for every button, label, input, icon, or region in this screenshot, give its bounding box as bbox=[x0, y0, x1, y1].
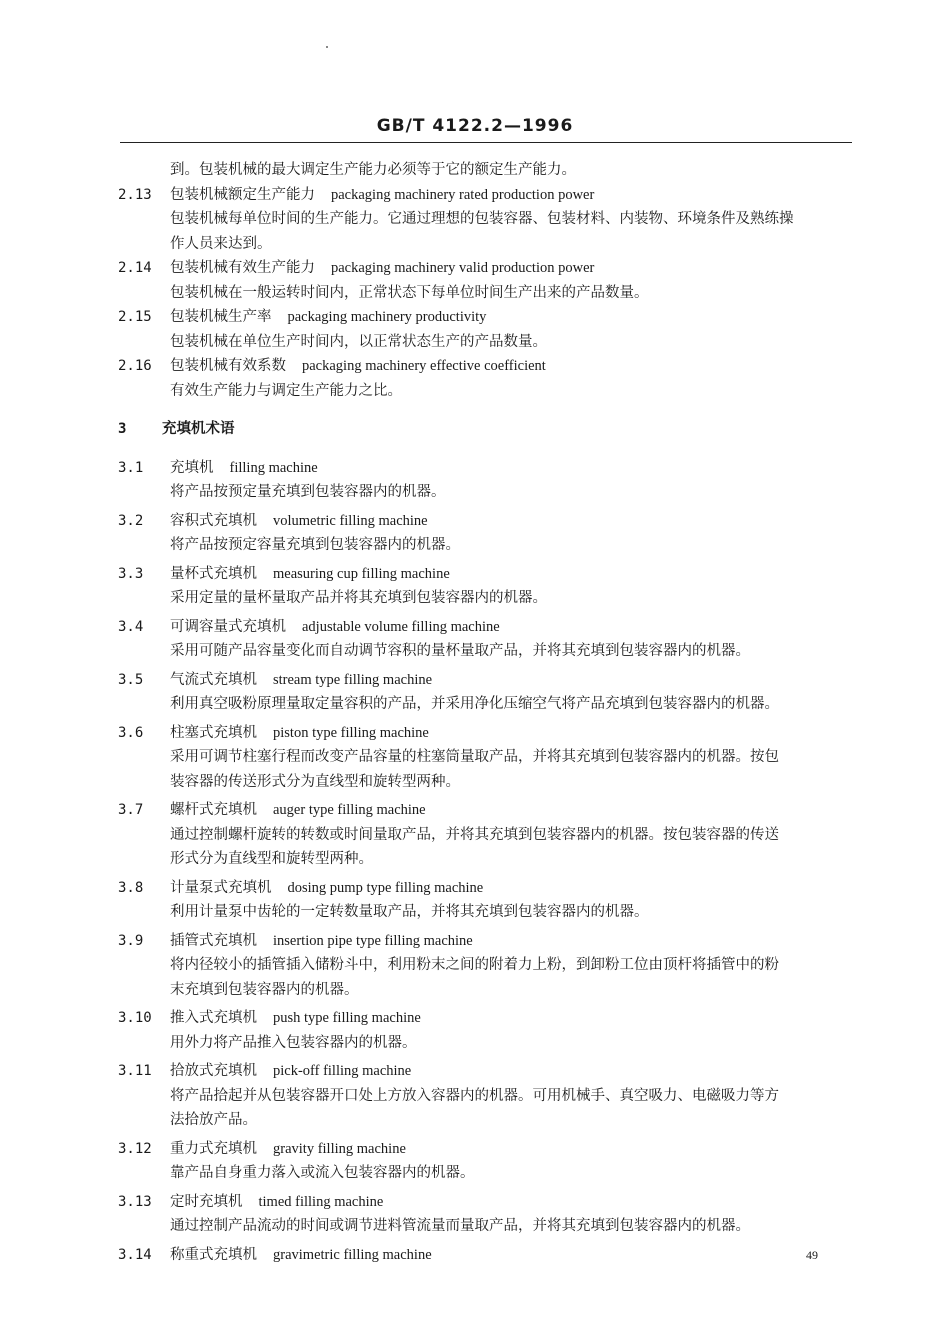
term-english: packaging machinery effective coefficient bbox=[302, 358, 546, 374]
term-entry bbox=[118, 1059, 858, 1133]
term-heading bbox=[118, 798, 858, 823]
term-entry bbox=[118, 1137, 858, 1186]
term-chinese: 包装机械生产率 bbox=[170, 309, 272, 325]
term-chinese: 柱塞式充填机 bbox=[170, 724, 257, 741]
term-definition: 利用真空吸粉原理量取定量容积的产品，并采用净化压缩空气将产品充填到包装容器内的机器。 bbox=[170, 696, 779, 712]
term-heading bbox=[118, 668, 858, 693]
term-chinese: 拾放式充填机 bbox=[170, 1063, 257, 1079]
term-heading bbox=[118, 1137, 858, 1162]
term-chinese: 螺杆式充填机 bbox=[170, 802, 257, 818]
term-definition: 靠产品自身重力落入或流入包装容器内的机器。 bbox=[170, 1165, 475, 1181]
term-english: gravimetric filling machine bbox=[273, 1246, 432, 1263]
term-english: packaging machinery productivity bbox=[287, 309, 487, 325]
term-entry bbox=[118, 456, 858, 505]
term-english: push type filling machine bbox=[273, 1010, 421, 1026]
term-entry bbox=[118, 1006, 858, 1055]
document-body bbox=[118, 158, 858, 1267]
term-entry bbox=[118, 876, 858, 925]
term-entry bbox=[118, 562, 858, 611]
term-definition: 将产品按预定容量充填到包装容器内的机器。 bbox=[170, 537, 460, 553]
term-english: dosing pump type filling machine bbox=[287, 879, 484, 896]
term-definition: 法拾放产品。 bbox=[170, 1112, 257, 1128]
term-entry bbox=[118, 615, 858, 664]
term-chinese: 可调容量式充填机 bbox=[170, 618, 286, 635]
term-english: insertion pipe type filling machine bbox=[273, 932, 473, 949]
term-english: packaging machinery rated production power bbox=[331, 186, 595, 203]
term-number: 3.4 bbox=[118, 618, 144, 635]
term-entry bbox=[118, 256, 858, 305]
term-chinese: 计量泵式充填机 bbox=[170, 879, 272, 896]
term-definition: 将内径较小的插管插入储粉斗中，利用粉末之间的附着力上粉，到卸粉工位由顶杆将插管中的粉 bbox=[170, 957, 779, 973]
term-english: pick-off filling machine bbox=[273, 1063, 412, 1079]
intro-continuation: 到。包装机械的最大调定生产能力必须等于它的额定生产能力。 bbox=[170, 162, 576, 178]
term-entry bbox=[118, 509, 858, 558]
term-chinese: 包装机械有效生产能力 bbox=[170, 260, 315, 276]
term-heading bbox=[118, 1006, 858, 1031]
term-number: 2.14 bbox=[118, 260, 152, 276]
term-definition: 包装机械在一般运转时间内，正常状态下每单位时间生产出来的产品数量。 bbox=[170, 284, 649, 301]
term-definition: 包装机械每单位时间的生产能力。它通过理想的包装容器、包装材料、内装物、环境条件及熟练操 bbox=[170, 211, 794, 227]
term-number: 3.12 bbox=[118, 1140, 152, 1157]
term-chinese: 量杯式充填机 bbox=[170, 565, 257, 582]
term-definition: 装容器的传送形式分为直线型和旋转型两种。 bbox=[170, 773, 460, 790]
term-heading bbox=[118, 256, 858, 281]
page-number: 49 bbox=[806, 1248, 818, 1262]
term-chinese: 称重式充填机 bbox=[170, 1246, 257, 1263]
term-entry bbox=[118, 929, 858, 1003]
term-definition: 作人员来达到。 bbox=[170, 235, 272, 252]
section-3-heading bbox=[118, 417, 858, 442]
header-rule bbox=[120, 142, 852, 143]
term-heading bbox=[118, 562, 858, 587]
term-heading bbox=[118, 1059, 858, 1084]
term-number: 3.3 bbox=[118, 565, 144, 582]
term-definition: 通过控制螺杆旋转的转数或时间量取产品，并将其充填到包装容器内的机器。按包装容器的传送 bbox=[170, 826, 779, 843]
term-heading bbox=[118, 456, 858, 481]
scan-speck bbox=[326, 46, 328, 48]
term-heading bbox=[118, 354, 858, 379]
term-english: gravity filling machine bbox=[273, 1140, 406, 1157]
term-definition: 采用定量的量杯量取产品并将其充填到包装容器内的机器。 bbox=[170, 590, 547, 606]
term-number: 2.13 bbox=[118, 186, 152, 203]
term-definition: 末充填到包装容器内的机器。 bbox=[170, 981, 359, 998]
term-chinese: 气流式充填机 bbox=[170, 671, 257, 688]
term-number: 3.9 bbox=[118, 932, 144, 949]
term-number: 3.1 bbox=[118, 459, 144, 476]
term-number: 3.11 bbox=[118, 1063, 152, 1079]
term-heading bbox=[118, 721, 858, 746]
term-definition: 将产品拾起并从包装容器开口处上方放入容器内的机器。可用机械手、真空吸力、电磁吸力等方 bbox=[170, 1087, 779, 1104]
term-definition: 通过控制产品流动的时间或调节进料管流量而量取产品，并将其充填到包装容器内的机器。 bbox=[170, 1218, 750, 1234]
term-entry bbox=[118, 798, 858, 872]
term-english: packaging machinery valid production power bbox=[331, 260, 595, 276]
standard-header: GB/T 4122.2—1996 bbox=[376, 116, 574, 136]
term-chinese: 充填机 bbox=[170, 459, 214, 476]
term-number: 3.6 bbox=[118, 724, 144, 741]
term-definition: 包装机械在单位生产时间内，以正常状态生产的产品数量。 bbox=[170, 333, 547, 350]
term-number: 3.14 bbox=[118, 1246, 152, 1263]
term-english: measuring cup filling machine bbox=[273, 565, 450, 582]
term-chinese: 包装机械有效系数 bbox=[170, 358, 286, 374]
term-number: 3.10 bbox=[118, 1010, 152, 1026]
term-entry bbox=[118, 1243, 858, 1268]
term-english: filling machine bbox=[229, 459, 318, 476]
term-english: timed filling machine bbox=[258, 1193, 384, 1210]
term-number: 2.16 bbox=[118, 358, 152, 374]
term-number: 3.13 bbox=[118, 1193, 152, 1210]
term-english: auger type filling machine bbox=[273, 802, 426, 818]
term-entry bbox=[118, 721, 858, 795]
section-title: 充填机术语 bbox=[162, 420, 235, 437]
term-definition: 用外力将产品推入包装容器内的机器。 bbox=[170, 1034, 417, 1051]
term-definition: 形式分为直线型和旋转型两种。 bbox=[170, 851, 373, 867]
term-number: 3.7 bbox=[118, 802, 144, 818]
term-heading bbox=[118, 929, 858, 954]
term-heading bbox=[118, 615, 858, 640]
term-heading bbox=[118, 1190, 858, 1215]
term-number: 3.2 bbox=[118, 512, 144, 529]
term-definition: 采用可调节柱塞行程而改变产品容量的柱塞筒量取产品，并将其充填到包装容器内的机器。按包 bbox=[170, 749, 779, 765]
term-chinese: 重力式充填机 bbox=[170, 1140, 257, 1157]
term-heading bbox=[118, 876, 858, 901]
term-chinese: 容积式充填机 bbox=[170, 512, 257, 529]
term-definition: 将产品按预定量充填到包装容器内的机器。 bbox=[170, 484, 446, 500]
term-entry bbox=[118, 1190, 858, 1239]
term-entry bbox=[118, 305, 858, 354]
term-heading bbox=[118, 305, 858, 330]
term-chinese: 定时充填机 bbox=[170, 1193, 243, 1210]
term-entry bbox=[118, 183, 858, 257]
term-entry bbox=[118, 668, 858, 717]
term-heading bbox=[118, 509, 858, 534]
term-english: adjustable volume filling machine bbox=[302, 618, 500, 635]
terms-section-3 bbox=[118, 456, 858, 1268]
term-entry bbox=[118, 354, 858, 403]
term-english: piston type filling machine bbox=[273, 724, 429, 741]
terms-section-2 bbox=[118, 183, 858, 404]
term-heading bbox=[118, 183, 858, 208]
term-english: stream type filling machine bbox=[273, 671, 433, 688]
term-chinese: 插管式充填机 bbox=[170, 932, 257, 949]
term-definition: 利用计量泵中齿轮的一定转数量取产品，并将其充填到包装容器内的机器。 bbox=[170, 904, 649, 920]
term-definition: 有效生产能力与调定生产能力之比。 bbox=[170, 382, 402, 399]
term-chinese: 包装机械额定生产能力 bbox=[170, 186, 315, 203]
term-number: 3.8 bbox=[118, 879, 144, 896]
term-heading bbox=[118, 1243, 858, 1268]
term-number: 3.5 bbox=[118, 671, 144, 688]
term-english: volumetric filling machine bbox=[273, 512, 428, 529]
term-number: 2.15 bbox=[118, 309, 152, 325]
term-definition: 采用可随产品容量变化而自动调节容积的量杯量取产品，并将其充填到包装容器内的机器。 bbox=[170, 643, 750, 659]
term-chinese: 推入式充填机 bbox=[170, 1010, 257, 1026]
section-number: 3 bbox=[118, 421, 127, 437]
